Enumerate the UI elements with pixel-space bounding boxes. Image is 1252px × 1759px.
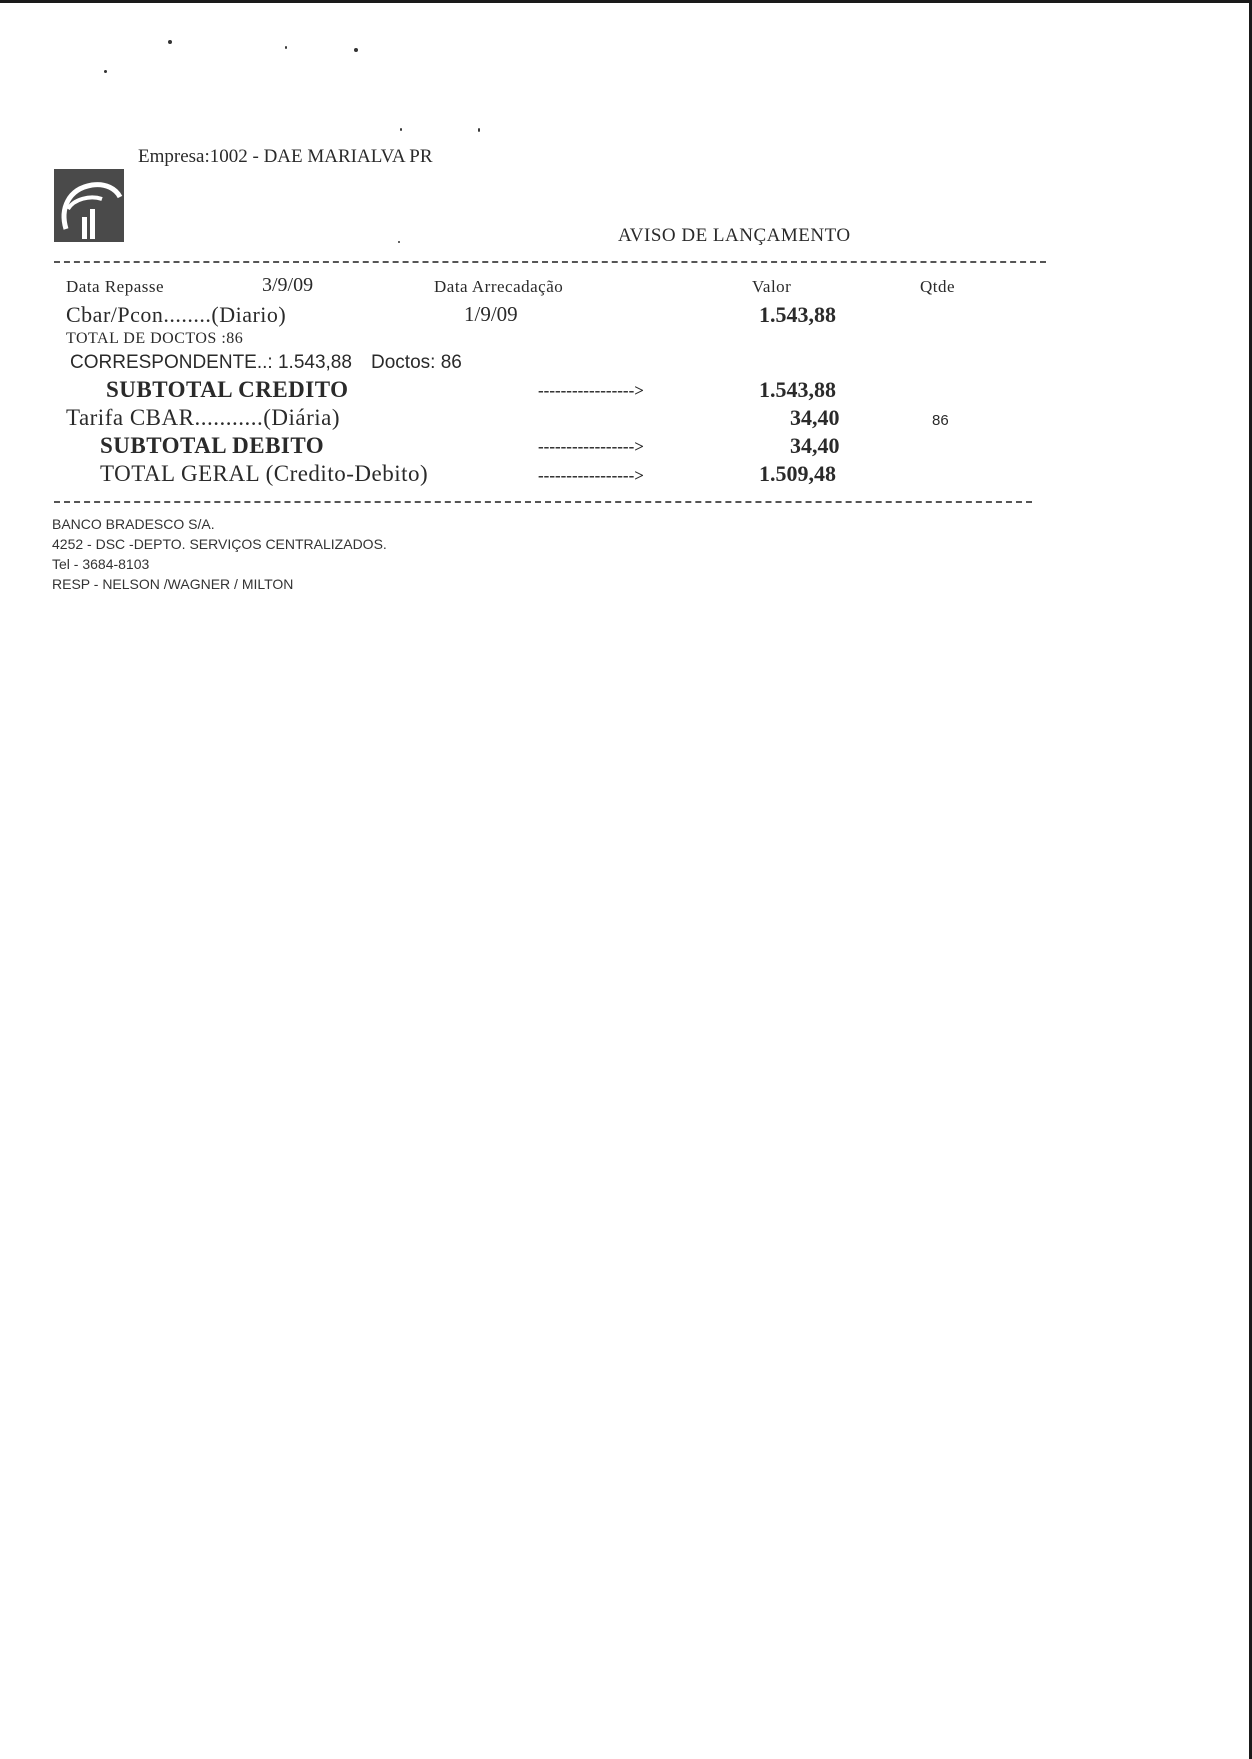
qtde-label: Qtde [920, 277, 956, 296]
footer-dept: 4252 - DSC -DEPTO. SERVIÇOS CENTRALIZADOS. [52, 536, 387, 552]
total-geral-value: 1.509,48 [759, 461, 836, 486]
scan-speck [398, 241, 400, 243]
bank-logo-icon [54, 169, 124, 242]
scan-speck [285, 46, 287, 49]
cbar-date: 1/9/09 [464, 302, 518, 326]
scan-speck [478, 128, 480, 132]
subtotal-credito-value: 1.543,88 [759, 377, 836, 402]
subtotal-debito-value: 34,40 [790, 433, 840, 458]
footer-tel: Tel - 3684-8103 [52, 556, 150, 572]
scan-speck [400, 128, 402, 131]
data-arrecadacao-label: Data Arrecadação [434, 277, 564, 296]
company-name: Empresa:1002 - DAE MARIALVA PR [138, 146, 433, 167]
document-title: AVISO DE LANÇAMENTO [618, 225, 851, 246]
subtotal-credito-label: SUBTOTAL CREDITO [106, 377, 349, 402]
valor-label: Valor [752, 277, 792, 296]
tarifa-qtde: 86 [932, 412, 949, 429]
correspondente-line: CORRESPONDENTE..: 1.543,88 [70, 352, 352, 373]
cbar-label: Cbar/Pcon........(Diario) [66, 302, 287, 327]
footer-resp: RESP - NELSON /WAGNER / MILTON [52, 576, 294, 592]
subtotal-debito-label: SUBTOTAL DEBITO [100, 433, 325, 458]
tarifa-value: 34,40 [790, 405, 840, 430]
divider-top [54, 261, 1046, 263]
subtotal-debito-arrow: -----------------> [538, 437, 644, 456]
correspondente-doctos: Doctos: 86 [371, 352, 462, 373]
subtotal-credito-arrow: -----------------> [538, 381, 644, 400]
divider-bottom [54, 501, 1032, 503]
data-repasse-value: 3/9/09 [262, 274, 314, 296]
scan-speck [104, 70, 107, 73]
data-repasse-label: Data Repasse [66, 277, 165, 296]
total-doctos: TOTAL DE DOCTOS :86 [66, 330, 244, 347]
tarifa-label: Tarifa CBAR...........(Diária) [66, 405, 340, 430]
scan-speck [168, 40, 172, 44]
cbar-value: 1.543,88 [759, 302, 836, 327]
scan-speck [354, 48, 358, 52]
total-geral-label: TOTAL GERAL (Credito-Debito) [100, 461, 429, 486]
total-geral-arrow: -----------------> [538, 466, 644, 485]
scan-edge-top [0, 0, 1252, 3]
footer-bank: BANCO BRADESCO S/A. [52, 516, 215, 532]
